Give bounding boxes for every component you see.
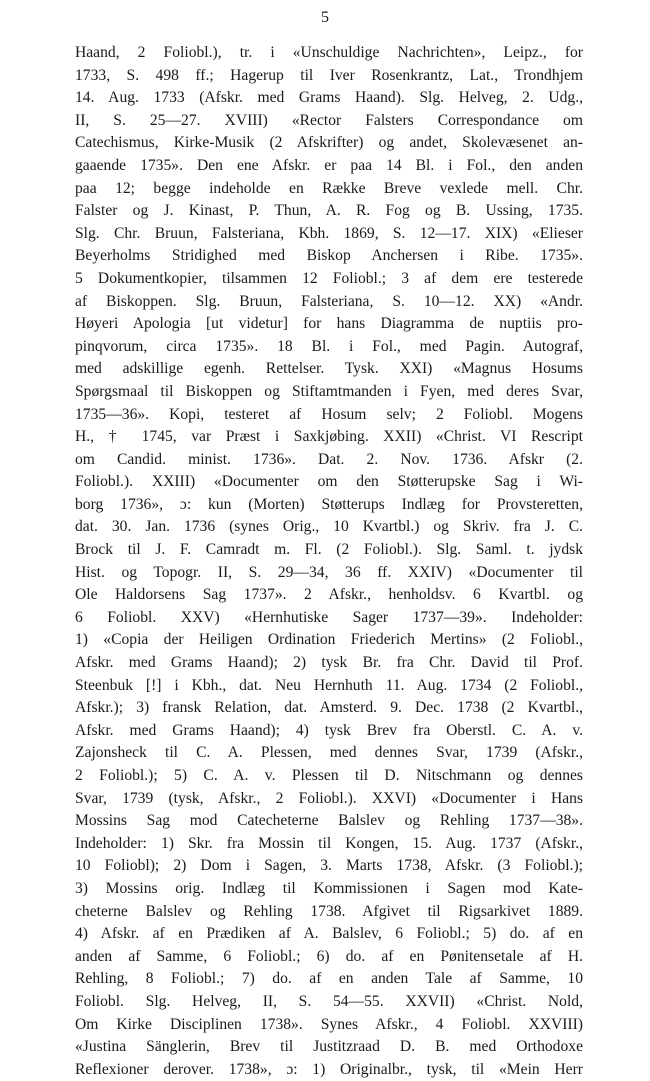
text-line: 2 Foliobl.); 5) C. A. v. Plessen til D. Nitschmann og dennes (75, 767, 583, 784)
text-line: Rehling, 8 Foliobl.; 7) do. af en anden Tale af Samme, 10 (75, 970, 583, 988)
text-line: «Justina Sänglerin, Brev til Justitzraad D. B. med Orthodoxe (75, 1038, 583, 1056)
text-line: anden af Samme, 6 Foliobl.; 6) do. af en Pønitensetale af H. (75, 947, 583, 965)
text-line: Haand, 2 Foliobl.), tr. i «Unschuldige Nachrichten», Leipz., for (75, 44, 583, 61)
text-line: Beyerholms Stridighed med Biskop Anchersen i Ribe. 1735». (75, 247, 583, 265)
text-line: cheterne Balslev og Rehling 1738. Afgivet til Rigsarkivet 1889. (75, 902, 583, 920)
text-line: Zajonsheck til C. A. Plessen, med dennes Svar, 1739 (Afskr., (75, 744, 583, 762)
text-line: Om Kirke Disciplinen 1738». Synes Afskr., 4 Foliobl. XXVIII) (75, 1015, 583, 1033)
text-line: med adskillige egenh. Rettelser. Tysk. XXI) «Magnus Hosums (75, 360, 583, 378)
text-line: Foliobl.). XXIII) «Documenter om den Støtterupske Sag i Wi- (75, 473, 583, 491)
text-line: paa 12; begge indeholde en Række Breve vexlede mell. Chr. (75, 179, 583, 197)
text-line: gaaende 1735». Den ene Afskr. er paa 14 Bl. i Fol., den anden (75, 156, 583, 174)
text-line: Hist. og Topogr. II, S. 29—34, 36 ff. XXIV) «Documenter til (75, 563, 583, 581)
text-line: Foliobl. Slg. Helveg, II, S. 54—55. XXVII) «Christ. Nold, (75, 992, 583, 1010)
text-line: 5 Dokumentkopier, tilsammen 12 Foliobl.; 3 af dem ere testerede (75, 269, 583, 287)
text-line: 14. Aug. 1733 (Afskr. med Grams Haand). Slg. Helveg, 2. Udg., (75, 89, 583, 107)
text-line: Ole Haldorsens Sag 1737». 2 Afskr., henholdsv. 6 Kvartbl. og (75, 586, 583, 604)
text-line: Reflexioner derover. 1738», ɔ: 1) Originalbr., tysk, til «Mein Herr (75, 1060, 583, 1078)
text-line: Svar, 1739 (tysk, Afskr., 2 Foliobl.). XXVI) «Documenter i Hans (75, 789, 583, 807)
text-line: Steenbuk [!] i Kbh., dat. Neu Hernhuth 11. Aug. 1734 (2 Foliobl., (75, 676, 583, 694)
text-line: Spørgsmaal til Biskoppen og Stiftamtmanden i Fyen, med deres Svar, (75, 382, 583, 400)
text-line: borg 1736», ɔ: kun (Morten) Støtterups Indlæg for Provsteretten, (75, 495, 583, 513)
page-number: 5 (321, 9, 329, 26)
text-line: Mossins Sag mod Catecheterne Balslev og Rehling 1737—38». (75, 812, 583, 830)
text-line: Catechismus, Kirke-Musik (2 Afskrifter) og andet, Skolevæsenet an- (75, 134, 583, 152)
body-text (75, 42, 583, 1081)
text-line: 6 Foliobl. XXV) «Hernhutiske Sager 1737—39». Indeholder: (75, 608, 583, 626)
text-line: 1733, S. 498 ff.; Hagerup til Iver Rosenkrantz, Lat., Trondhjem (75, 66, 583, 84)
text-line: II, S. 25—27. XVIII) «Rector Falsters Correspondance om (75, 111, 583, 129)
text-line: af Biskoppen. Slg. Bruun, Falsteriana, S. 10—12. XX) «Andr. (75, 292, 583, 310)
text-line: dat. 30. Jan. 1736 (synes Orig., 10 Kvartbl.) og Skriv. fra J. C. (75, 518, 583, 536)
text-line: Brock til J. F. Camradt m. Fl. (2 Foliobl.). Slg. Saml. t. jydsk (75, 541, 583, 559)
text-line: Slg. Chr. Bruun, Falsteriana, Kbh. 1869, S. 12—17. XIX) «Elieser (75, 224, 583, 242)
text-line: H., † 1745, var Præst i Saxkjøbing. XXII) «Christ. VI Rescript (75, 428, 583, 446)
text-line: 3) Mossins orig. Indlæg til Kommissionen i Sagen mod Kate- (75, 879, 583, 897)
text-line: Afskr. med Grams Haand); 4) tysk Brev fra Oberstl. C. A. v. (75, 721, 583, 739)
text-line: 4) Afskr. af en Prædiken af A. Balslev, 6 Foliobl.; 5) do. af en (75, 925, 583, 943)
text-line: 10 Foliobl); 2) Dom i Sagen, 3. Marts 1738, Afskr. (3 Foliobl.); (75, 857, 583, 875)
text-line: Falster og J. Kinast, P. Thun, A. R. Fog og B. Ussing, 1735. (75, 202, 583, 220)
text-line: Afskr.); 3) fransk Relation, dat. Amsterd. 9. Dec. 1738 (2 Kvartbl., (75, 699, 583, 717)
text-line: om Candid. minist. 1736». Dat. 2. Nov. 1736. Afskr (2. (75, 450, 583, 468)
text-line: 1735—36». Kopi, testeret af Hosum selv; 2 Foliobl. Mogens (75, 405, 583, 423)
text-line: pinqvorum, circa 1735». 18 Bl. i Fol., med Pagin. Autograf, (75, 337, 583, 355)
text-line: Indeholder: 1) Skr. fra Mossin til Kongen, 15. Aug. 1737 (Afskr., (75, 834, 583, 852)
text-line: Høyeri Apologia [ut videtur] for hans Diagramma de nuptiis pro- (75, 315, 583, 333)
text-line: 1) «Copia der Heiligen Ordination Friederich Mertins» (2 Foliobl., (75, 631, 583, 649)
text-line: Afskr. med Grams Haand); 2) tysk Br. fra Chr. David til Prof. (75, 654, 583, 672)
